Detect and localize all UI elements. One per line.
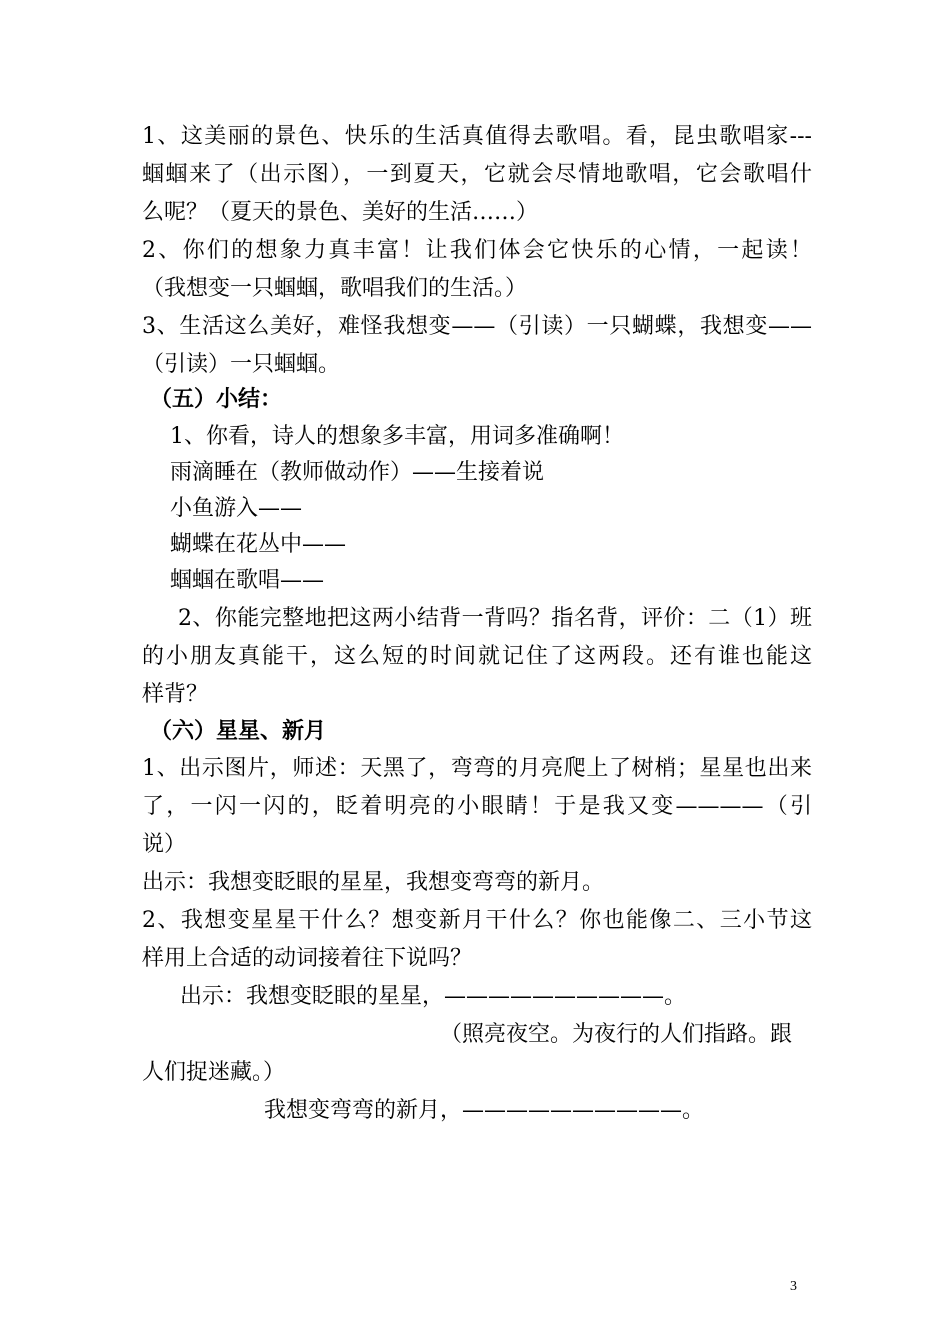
text-line: 蝴蝶在花丛中—— (170, 532, 347, 557)
text-line: 2、你能完整地把这两小结背一背吗？指名背，评价：二（1）班 (178, 606, 812, 631)
text-line: 人们捉迷藏。） (142, 1060, 286, 1085)
section-heading: （五）小结： (150, 386, 283, 412)
text-line: 3、生活这么美好，难怪我想变——（引读）一只蝴蝶，我想变—— (142, 314, 812, 339)
section-heading: （六）星星、新月 (150, 718, 327, 744)
text-line: 出示：我想变眨眼的星星，我想变弯弯的新月。 (142, 870, 605, 895)
text-line: 说） (142, 832, 187, 857)
text-line: 我想变弯弯的新月，——————————。 (264, 1098, 705, 1123)
text-line: 么呢？（夏天的景色、美好的生活……） (142, 200, 539, 225)
text-line: 的小朋友真能干，这么短的时间就记住了这两段。还有谁也能这 (142, 644, 812, 669)
text-line: 雨滴睡在（教师做动作）——生接着说 (170, 460, 545, 485)
text-line: 样用上合适的动词接着往下说吗？ (142, 946, 473, 971)
page-number: 3 (790, 1279, 797, 1294)
text-line: 蝈蝈在歌唱—— (170, 568, 325, 593)
text-line: （我想变一只蝈蝈，歌唱我们的生活。） (142, 276, 528, 301)
text-line: 1、出示图片，师述：天黑了，弯弯的月亮爬上了树梢；星星也出来 (142, 756, 812, 781)
text-line: 2、我想变星星干什么？想变新月干什么？你也能像二、三小节这 (142, 908, 812, 933)
text-line: 2、你们的想象力真丰富！让我们体会它快乐的心情，一起读！ (142, 238, 812, 263)
text-line: （照亮夜空。为夜行的人们指路。跟 (440, 1022, 793, 1047)
text-line: 样背？ (142, 682, 209, 707)
text-line: 1、这美丽的景色、快乐的生活真值得去歌唱。看，昆虫歌唱家--- (142, 124, 812, 149)
text-line: 出示：我想变眨眼的星星，——————————。 (180, 984, 687, 1009)
text-line: 小鱼游入—— (170, 496, 303, 521)
text-line: 1、你看，诗人的想象多丰富，用词多准确啊！ (170, 424, 624, 449)
text-line: 蝈蝈来了（出示图），一到夏天，它就会尽情地歌唱，它会歌唱什 (142, 162, 812, 187)
text-line: （引读）一只蝈蝈。 (142, 352, 341, 377)
text-line: 了，一闪一闪的，眨着明亮的小眼睛！于是我又变————（引 (142, 794, 812, 819)
